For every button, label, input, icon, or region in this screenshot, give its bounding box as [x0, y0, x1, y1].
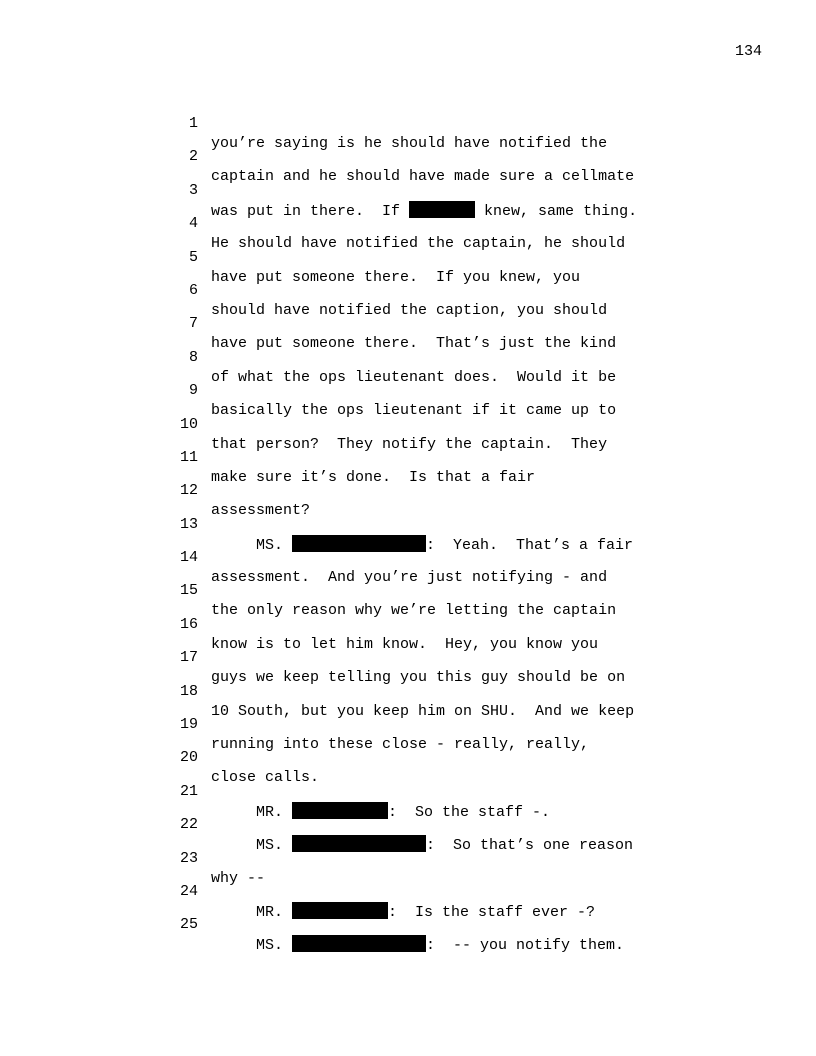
speaker-prefix: MR.: [211, 903, 293, 921]
line-number: 16: [179, 615, 198, 633]
line-text: why --: [211, 869, 266, 887]
line-number: 5: [188, 248, 198, 266]
line-text-after-redaction: knew, same thing.: [475, 202, 638, 220]
line-number: 13: [179, 515, 198, 533]
transcript-line-1: [175, 94, 675, 152]
transcript-line-20: [175, 728, 675, 787]
line-text: make sure it’s done. Is that a fair: [211, 468, 536, 486]
transcript-line-23: [175, 829, 675, 887]
transcript-line-17: [175, 628, 675, 687]
transcript-line-6: [175, 261, 675, 319]
transcript-line-9: [175, 361, 675, 420]
transcript-line-10: [175, 395, 675, 453]
line-text-after-redaction: : -- you notify them.: [426, 937, 625, 955]
transcript-line-13: [175, 495, 675, 554]
line-text: He should have notified the captain, he should: [211, 235, 626, 253]
line-text: you’re saying is he should have notified the: [211, 135, 608, 152]
line-text: know is to let him know. Hey, you know you: [211, 635, 599, 653]
line-text-after-redaction: : So the staff -.: [388, 803, 551, 821]
line-number: 1: [188, 115, 198, 132]
transcript-line-24: [175, 862, 675, 921]
line-text: guys we keep telling you this guy should be on: [211, 669, 626, 687]
line-number: 11: [179, 448, 198, 466]
line-text-after-redaction: : Yeah. That’s a fair: [426, 536, 634, 554]
line-number: 7: [188, 315, 198, 333]
line-number: 9: [188, 382, 198, 400]
line-text: basically the ops lieutenant if it came up to: [211, 402, 617, 420]
transcript-line-12: [175, 461, 675, 520]
speaker-prefix: MS.: [211, 536, 293, 554]
line-text-before-redaction: was put in there. If: [211, 202, 410, 220]
transcript-line-14: [175, 528, 675, 587]
transcript-line-25: [175, 895, 675, 955]
line-text: should have notified the caption, you should: [211, 301, 608, 319]
line-text-after-redaction: : Is the staff ever -?: [388, 903, 596, 921]
line-text: 10 South, but you keep him on SHU. And we keep: [211, 702, 635, 720]
line-text: close calls.: [211, 769, 320, 787]
line-number: 2: [188, 148, 198, 166]
transcript-line-5: [175, 228, 675, 286]
line-number: 24: [179, 882, 198, 900]
transcript-line-11: [175, 428, 675, 486]
transcript-line-16: [175, 595, 675, 653]
line-number: 6: [188, 281, 198, 299]
line-text: the only reason why we’re letting the captain: [211, 602, 617, 620]
line-number: 12: [179, 482, 198, 500]
transcript-line-7: [175, 294, 675, 353]
line-text: assessment?: [211, 502, 311, 520]
line-text: of what the ops lieutenant does. Would it be: [211, 368, 617, 386]
line-text: have put someone there. That’s just the kind: [211, 335, 617, 353]
line-number: 25: [179, 916, 198, 934]
transcript-line-3: [175, 161, 675, 220]
transcript-line-15: [175, 561, 675, 620]
line-number: 20: [179, 749, 198, 767]
line-text: assessment. And you’re just notifying - and: [211, 569, 608, 587]
line-number: 15: [179, 582, 198, 600]
line-text: [211, 935, 624, 956]
transcript-line-4: [175, 194, 675, 253]
line-number: 10: [179, 415, 198, 433]
line-number: 22: [179, 816, 198, 834]
line-text: running into these close - really, really,: [211, 736, 590, 754]
line-number: 3: [188, 181, 198, 199]
speaker-prefix: MS.: [211, 837, 293, 855]
line-number: 18: [179, 682, 198, 700]
line-number: 19: [179, 716, 198, 734]
line-text: have put someone there. If you knew, you: [211, 268, 581, 286]
transcript-line-8: [175, 328, 675, 386]
line-text: captain and he should have made sure a cellmate: [211, 168, 635, 186]
line-number: 4: [188, 215, 198, 233]
transcript-line-19: [175, 695, 675, 754]
line-number: 8: [188, 348, 198, 366]
transcript-line-22: [175, 795, 675, 855]
line-number: 21: [179, 782, 198, 800]
redaction-block: [292, 935, 426, 952]
page-number: 134: [734, 43, 762, 60]
speaker-prefix: MS.: [211, 937, 293, 955]
line-number: 17: [179, 649, 198, 667]
transcript-line-18: [175, 662, 675, 720]
transcript-line-2: [175, 127, 675, 186]
line-number: 14: [179, 549, 198, 567]
line-text: that person? They notify the captain. They: [211, 435, 608, 453]
line-text-after-redaction: : So that’s one reason: [426, 837, 634, 855]
speaker-prefix: MR.: [211, 803, 293, 821]
line-number: 23: [179, 849, 198, 867]
transcript-body: [175, 94, 675, 955]
transcript-line-21: [175, 762, 675, 821]
